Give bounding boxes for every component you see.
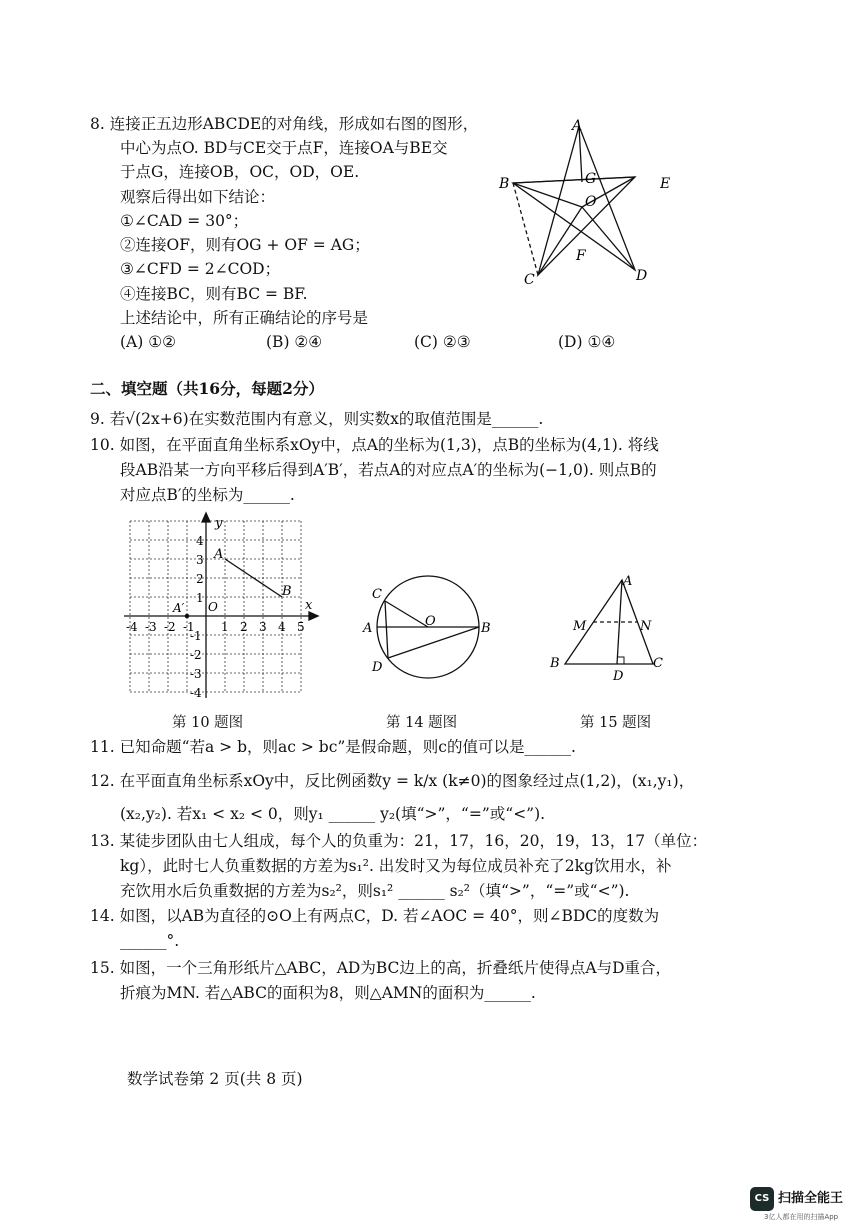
q9: 9. 若√(2x+6)在实数范围内有意义，则实数x的取值范围是______. xyxy=(90,410,544,428)
q11: 11. 已知命题“若a > b，则ac > bc”是假命题，则c的值可以是______. xyxy=(90,738,576,756)
q14-line-1: 14. 如图，以AB为直径的⊙O上有两点C，D. 若∠AOC = 40°，则∠BDC的度数为 xyxy=(90,907,660,925)
y-tick: -3 xyxy=(190,667,202,681)
section-title: 二、填空题（共16分，每题2分） xyxy=(90,379,324,398)
q8-line-3: 于点G，连接OB，OC，OD，OE. xyxy=(120,163,360,181)
fig15-label-a: A xyxy=(623,574,633,589)
page-footer: 数学试卷第 2 页(共 8 页) xyxy=(127,1070,303,1088)
y-tick: 2 xyxy=(196,572,204,586)
star-label-a: A xyxy=(572,118,583,134)
x-tick: 5 xyxy=(297,620,305,634)
x-tick: -3 xyxy=(145,620,157,634)
q8-option-b: (B) ②④ xyxy=(266,333,323,351)
fig14-label-c: C xyxy=(372,587,382,602)
fig15-triangle-figure xyxy=(545,570,675,685)
x-tick: -2 xyxy=(164,620,176,634)
fig14-label-a: A xyxy=(363,621,373,636)
q8-line-9: 上述结论中，所有正确结论的序号是 xyxy=(120,309,369,327)
fig10-x-label: x xyxy=(305,598,313,613)
fig10-point-a-label: A xyxy=(214,547,224,562)
fig10-caption: 第 10 题图 xyxy=(172,715,244,731)
scanner-watermark xyxy=(750,1183,860,1221)
star-label-c: C xyxy=(524,272,535,288)
x-tick: 3 xyxy=(259,620,267,634)
fig14-label-d: D xyxy=(372,660,383,675)
fig10-point-a-prime-label: A′ xyxy=(173,601,185,615)
fig14-circle-figure xyxy=(355,565,495,690)
x-tick: -1 xyxy=(183,620,195,634)
y-tick: 3 xyxy=(196,553,204,567)
fig10-point-b-label: B xyxy=(282,584,292,599)
q13-line-2: kg），此时七人负重数据的方差为s₁². 出发时又为每位成员补充了2kg饮用水，补 xyxy=(120,857,672,875)
q8-line-8: ④连接BC，则有BC = BF. xyxy=(120,285,308,303)
star-label-d: D xyxy=(636,268,648,284)
watermark-subtitle: 3亿人都在用的扫描App xyxy=(764,1213,839,1221)
q8-option-a: (A) ①② xyxy=(120,333,177,351)
y-tick: -2 xyxy=(190,648,202,662)
segment-oa xyxy=(579,126,582,182)
y-tick: 1 xyxy=(196,591,204,605)
fig15-caption: 第 15 题图 xyxy=(580,715,652,731)
fig15-label-c: C xyxy=(653,656,663,671)
segment-be xyxy=(513,177,635,183)
fig14-label-b: B xyxy=(481,621,491,636)
q12-line-2: (x₂,y₂). 若x₁ < x₂ < 0，则y₁ ______ y₂(填“>”，“=”或“<”). xyxy=(120,805,546,823)
fig10-origin-label: O xyxy=(208,600,218,614)
star-label-e: E xyxy=(660,176,671,192)
y-tick: 4 xyxy=(196,534,204,548)
q12-line-1: 12. 在平面直角坐标系xOy中，反比例函数y = k/x (k≠0)的图象经过点(1,2)，(x₁,y₁)， xyxy=(90,772,695,790)
fig14-label-o: O xyxy=(425,614,436,629)
fig15-label-d: D xyxy=(613,669,624,684)
segment-cd xyxy=(385,601,388,658)
q8-line-5: ①∠CAD = 30°； xyxy=(120,212,249,230)
q8-option-c: (C) ②③ xyxy=(414,333,471,351)
x-tick: -4 xyxy=(126,620,138,634)
q10-line-2: 段AB沿某一方向平移后得到A′B′，若点A的对应点A′的坐标为(−1,0). 则点B的 xyxy=(120,461,657,479)
q13-line-1: 13. 某徒步团队由七人组成，每个人的负重为：21，17，16，20，19，13，17（单位： xyxy=(90,832,708,850)
fig15-label-n: N xyxy=(640,619,652,634)
point-a-prime xyxy=(185,614,190,619)
x-tick: 2 xyxy=(240,620,248,634)
q13-line-3: 充饮用水后负重数据的方差为s₂²，则s₁² ______ s₂²（填“>”，“=”或“<”). xyxy=(120,882,630,900)
segment-oc xyxy=(385,601,428,627)
right-angle-mark xyxy=(617,657,624,664)
segment-ab xyxy=(225,559,282,597)
y-tick: -1 xyxy=(190,629,202,643)
q14-line-2: ______°. xyxy=(120,932,180,950)
fig10-y-label: y xyxy=(215,516,223,531)
star-label-f: F xyxy=(576,248,586,264)
q15-line-2: 折痕为MN. 若△ABC的面积为8，则△AMN的面积为______. xyxy=(120,984,536,1002)
star-label-b: B xyxy=(499,176,510,192)
fig15-label-m: M xyxy=(573,619,587,634)
segment-db xyxy=(388,627,479,658)
q10-line-3: 对应点B′的坐标为______. xyxy=(120,486,295,504)
x-tick: 1 xyxy=(221,620,229,634)
q10-line-1: 10. 如图，在平面直角坐标系xOy中，点A的坐标为(1,3)，点B的坐标为(4,1). 将线 xyxy=(90,436,659,454)
q15-line-1: 15. 如图，一个三角形纸片△ABC，AD为BC边上的高，折叠纸片使得点A与D重合， xyxy=(90,959,672,977)
y-axis-arrow xyxy=(202,513,210,522)
star-figure xyxy=(490,112,690,292)
q8-line-2: 中心为点O. BD与CE交于点F，连接OA与BE交 xyxy=(120,139,448,157)
q8-line-1: 8. 连接正五边形ABCDE的对角线，形成如右图的图形， xyxy=(90,115,479,133)
star-label-o: O xyxy=(585,194,597,210)
q8-line-6: ②连接OF，则有OG + OF = AG； xyxy=(120,236,370,254)
y-tick: -4 xyxy=(190,686,202,700)
q8-option-d: (D) ①④ xyxy=(558,333,616,351)
x-tick: 4 xyxy=(278,620,286,634)
x-axis-arrow xyxy=(309,612,318,620)
segment-bc xyxy=(513,183,538,275)
q8-line-7: ③∠CFD = 2∠COD； xyxy=(120,260,281,278)
fig10-coordinate-grid xyxy=(120,510,325,705)
fig14-caption: 第 14 题图 xyxy=(386,715,458,731)
q8-line-4: 观察后得出如下结论： xyxy=(120,188,276,206)
fig15-label-b: B xyxy=(550,656,560,671)
segment-ob xyxy=(513,183,582,207)
star-label-g: G xyxy=(585,171,597,187)
cs-logo-icon: CS xyxy=(750,1187,774,1211)
watermark-name: 扫描全能王 xyxy=(778,1191,844,1206)
